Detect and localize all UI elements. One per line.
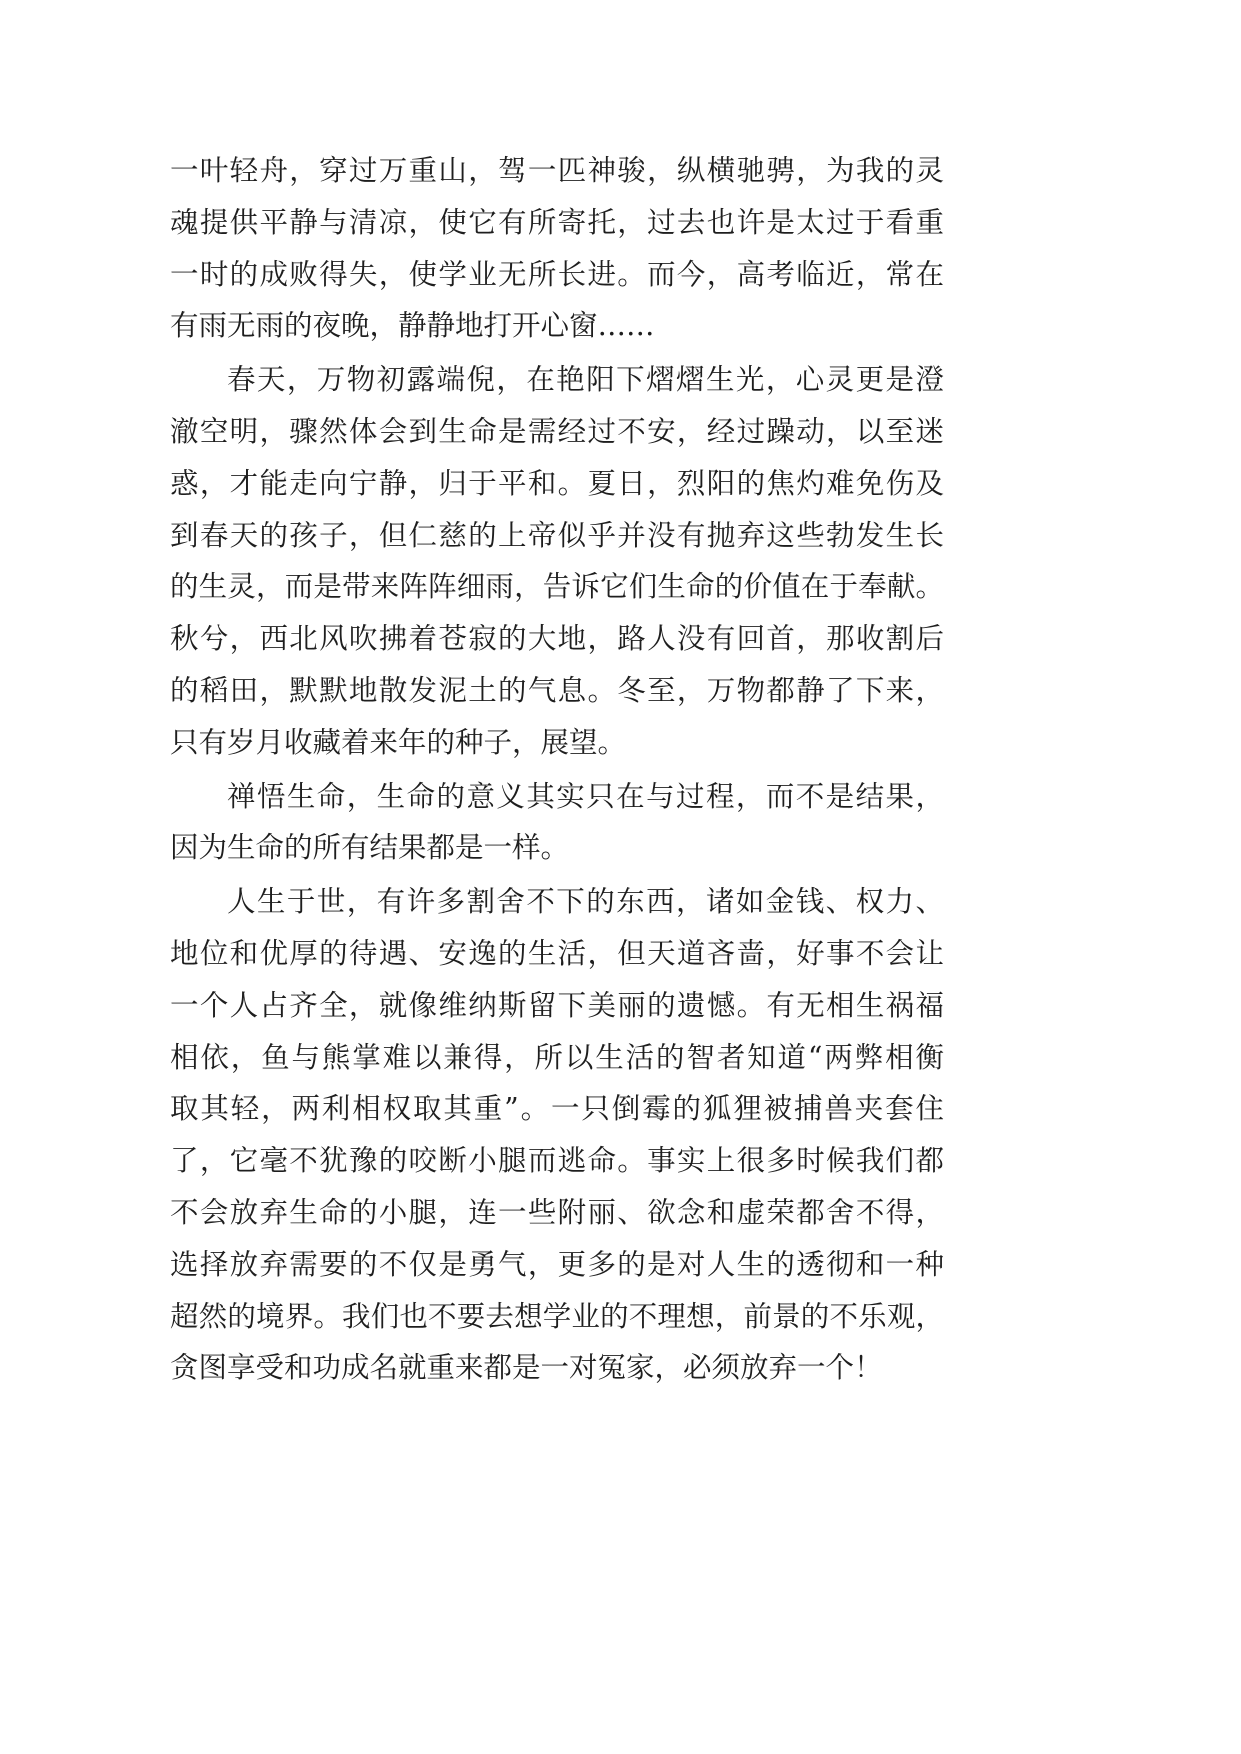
- text-line: 一叶轻舟，穿过万重山，驾一匹神骏，纵横驰骋，为我的灵: [170, 154, 944, 187]
- text-line: 惑，才能走向宁静，归于平和。夏日，烈阳的焦灼难免伤及: [170, 466, 944, 500]
- text-line: 不会放弃生命的小腿，连一些附丽、欲念和虚荣都舍不得，: [170, 1195, 944, 1229]
- text-line: 的稻田，默默地散发泥土的气息。冬至，万物都静了下来，: [170, 673, 944, 707]
- paragraph: [170, 354, 944, 768]
- text-line: 到春天的孩子，但仁慈的上帝似乎并没有抛弃这些勃发生长: [170, 518, 944, 552]
- paragraph: [170, 771, 944, 875]
- paragraph: [170, 876, 944, 1394]
- text-line: 的生灵，而是带来阵阵细雨，告诉它们生命的价值在于奉献。: [170, 570, 944, 604]
- text-line: 地位和优厚的待遇、安逸的生活，但天道吝啬，好事不会让: [170, 936, 944, 970]
- paragraph: [170, 145, 944, 352]
- text-line: 澈空明，骤然体会到生命是需经过不安，经过躁动，以至迷: [170, 414, 944, 448]
- text-line: 贪图享受和功成名就重来都是一对冤家，必须放弃一个！: [170, 1351, 883, 1385]
- text-line: 相依，鱼与熊掌难以兼得，所以生活的智者知道“两弊相衡: [170, 1040, 944, 1074]
- text-line: 魂提供平静与清凉，使它有所寄托，过去也许是太过于看重: [170, 205, 944, 239]
- text-line: 人生于世，有许多割舍不下的东西，诸如金钱、权力、: [227, 885, 944, 919]
- text-line: 春天，万物初露端倪，在艳阳下熠熠生光，心灵更是澄: [227, 363, 944, 397]
- text-line: 有雨无雨的夜晚，静静地打开心窗……: [170, 309, 655, 343]
- text-line: 取其轻，两利相权取其重”。一只倒霉的狐狸被捕兽夹套住: [170, 1092, 944, 1126]
- text-line: 超然的境界。我们也不要去想学业的不理想，前景的不乐观，: [170, 1299, 944, 1333]
- text-line: 只有岁月收藏着来年的种子，展望。: [170, 725, 627, 759]
- text-line: 一时的成败得失，使学业无所长进。而今，高考临近，常在: [170, 257, 944, 291]
- text-line: 秋兮，西北风吹拂着苍寂的大地，路人没有回首，那收割后: [170, 622, 944, 656]
- text-line: 选择放弃需要的不仅是勇气，更多的是对人生的透彻和一种: [170, 1247, 944, 1281]
- document-body: [170, 145, 944, 1394]
- text-line: 一个人占齐全，就像维纳斯留下美丽的遗憾。有无相生祸福: [170, 988, 944, 1022]
- text-line: 禅悟生命，生命的意义其实只在与过程，而不是结果，: [227, 779, 944, 813]
- text-line: 了，它毫不犹豫的咬断小腿而逃命。事实上很多时候我们都: [170, 1144, 944, 1178]
- text-line: 因为生命的所有结果都是一样。: [170, 831, 570, 865]
